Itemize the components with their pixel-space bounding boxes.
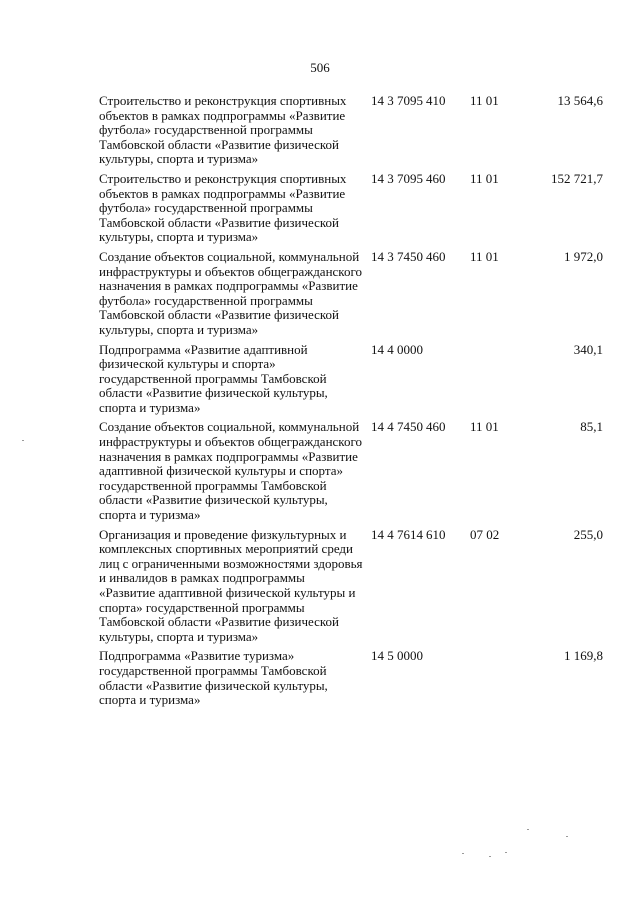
scan-speck bbox=[527, 829, 529, 830]
row-amount: 13 564,6 bbox=[557, 93, 603, 108]
row-name: Строительство и реконструкция спортивных объектов в рамках подпрограммы «Развитие футбола» государственной программы Тамбовской области «Развитие физической культуры, спорта и туризма» bbox=[99, 170, 347, 245]
row-target-article: 14 4 7614 bbox=[371, 526, 423, 542]
row-section-subsection: 11 01 bbox=[470, 170, 499, 186]
table-row bbox=[99, 420, 603, 527]
row-section-subsection bbox=[459, 649, 535, 712]
row-expense-type bbox=[423, 649, 459, 712]
row-expense-type: 460 bbox=[426, 170, 446, 186]
row-section-subsection: 11 01 bbox=[470, 248, 499, 264]
budget-table bbox=[99, 94, 603, 713]
table-row bbox=[99, 649, 603, 712]
row-section-subsection bbox=[459, 343, 535, 421]
row-amount: 340,1 bbox=[573, 341, 603, 357]
scan-speck bbox=[505, 852, 507, 853]
row-expense-type: 460 bbox=[426, 419, 446, 435]
table-row bbox=[99, 528, 603, 650]
row-name: Создание объектов социальной, коммунальной инфраструктуры и объектов общегражданского назначения в рамках подпрограммы «Развитие адаптивной физической культуры и спорта» государственной программы Тамбовской области «Развитие физической культуры, спорта и туризма» bbox=[99, 419, 362, 523]
row-amount: 255,0 bbox=[573, 526, 603, 542]
page-number: 506 bbox=[310, 60, 330, 75]
row-target-article: 14 4 0000 bbox=[371, 341, 423, 357]
scan-speck bbox=[22, 440, 24, 441]
row-target-article: 14 5 0000 bbox=[371, 648, 423, 664]
row-name: Подпрограмма «Развитие туризма» государственной программы Тамбовской области «Развитие физической культуры, спорта и туризма» bbox=[99, 648, 328, 708]
row-section-subsection: 07 02 bbox=[470, 526, 500, 542]
row-expense-type: 610 bbox=[426, 526, 446, 542]
row-section-subsection: 11 01 bbox=[470, 93, 499, 108]
table-row bbox=[99, 94, 603, 172]
row-target-article: 14 3 7095 bbox=[371, 93, 423, 108]
row-name: Подпрограмма «Развитие адаптивной физической культуры и спорта» государственной программы Тамбовской области «Развитие физической культуры, спорта и туризма» bbox=[99, 341, 328, 415]
row-expense-type: 460 bbox=[426, 248, 446, 264]
table-row bbox=[99, 172, 603, 250]
row-expense-type bbox=[423, 343, 459, 421]
row-name: Организация и проведение физкультурных и комплексных спортивных мероприятий среди лиц с ограниченными возможностями здоровья и инвалидов в рамках подпрограммы «Развитие адаптивной физической культуры и спорта» государственной программы Тамбовской области «Развитие физической культуры, спорта и туризма» bbox=[99, 526, 363, 644]
row-expense-type: 410 bbox=[426, 93, 446, 108]
row-target-article: 14 3 7095 bbox=[371, 170, 423, 186]
row-name: Строительство и реконструкция спортивных объектов в рамках подпрограммы «Развитие футбола» государственной программы Тамбовской области «Развитие физической культуры, спорта и туризма» bbox=[99, 93, 347, 167]
row-amount: 1 972,0 bbox=[564, 248, 603, 264]
table-row bbox=[99, 343, 603, 421]
scan-speck bbox=[489, 856, 491, 857]
row-name: Создание объектов социальной, коммунальной инфраструктуры и объектов общегражданского назначения в рамках подпрограммы «Развитие футбола» государственной программы Тамбовской области «Развитие физической культуры, спорта и туризма» bbox=[99, 248, 362, 337]
row-amount: 152 721,7 bbox=[551, 170, 603, 186]
row-amount: 85,1 bbox=[580, 419, 603, 435]
row-target-article: 14 3 7450 bbox=[371, 248, 423, 264]
scan-speck bbox=[566, 836, 568, 837]
row-section-subsection: 11 01 bbox=[470, 419, 499, 435]
row-amount: 1 169,8 bbox=[564, 648, 603, 664]
row-target-article: 14 4 7450 bbox=[371, 419, 423, 435]
scan-speck bbox=[462, 853, 464, 854]
table-row bbox=[99, 250, 603, 343]
